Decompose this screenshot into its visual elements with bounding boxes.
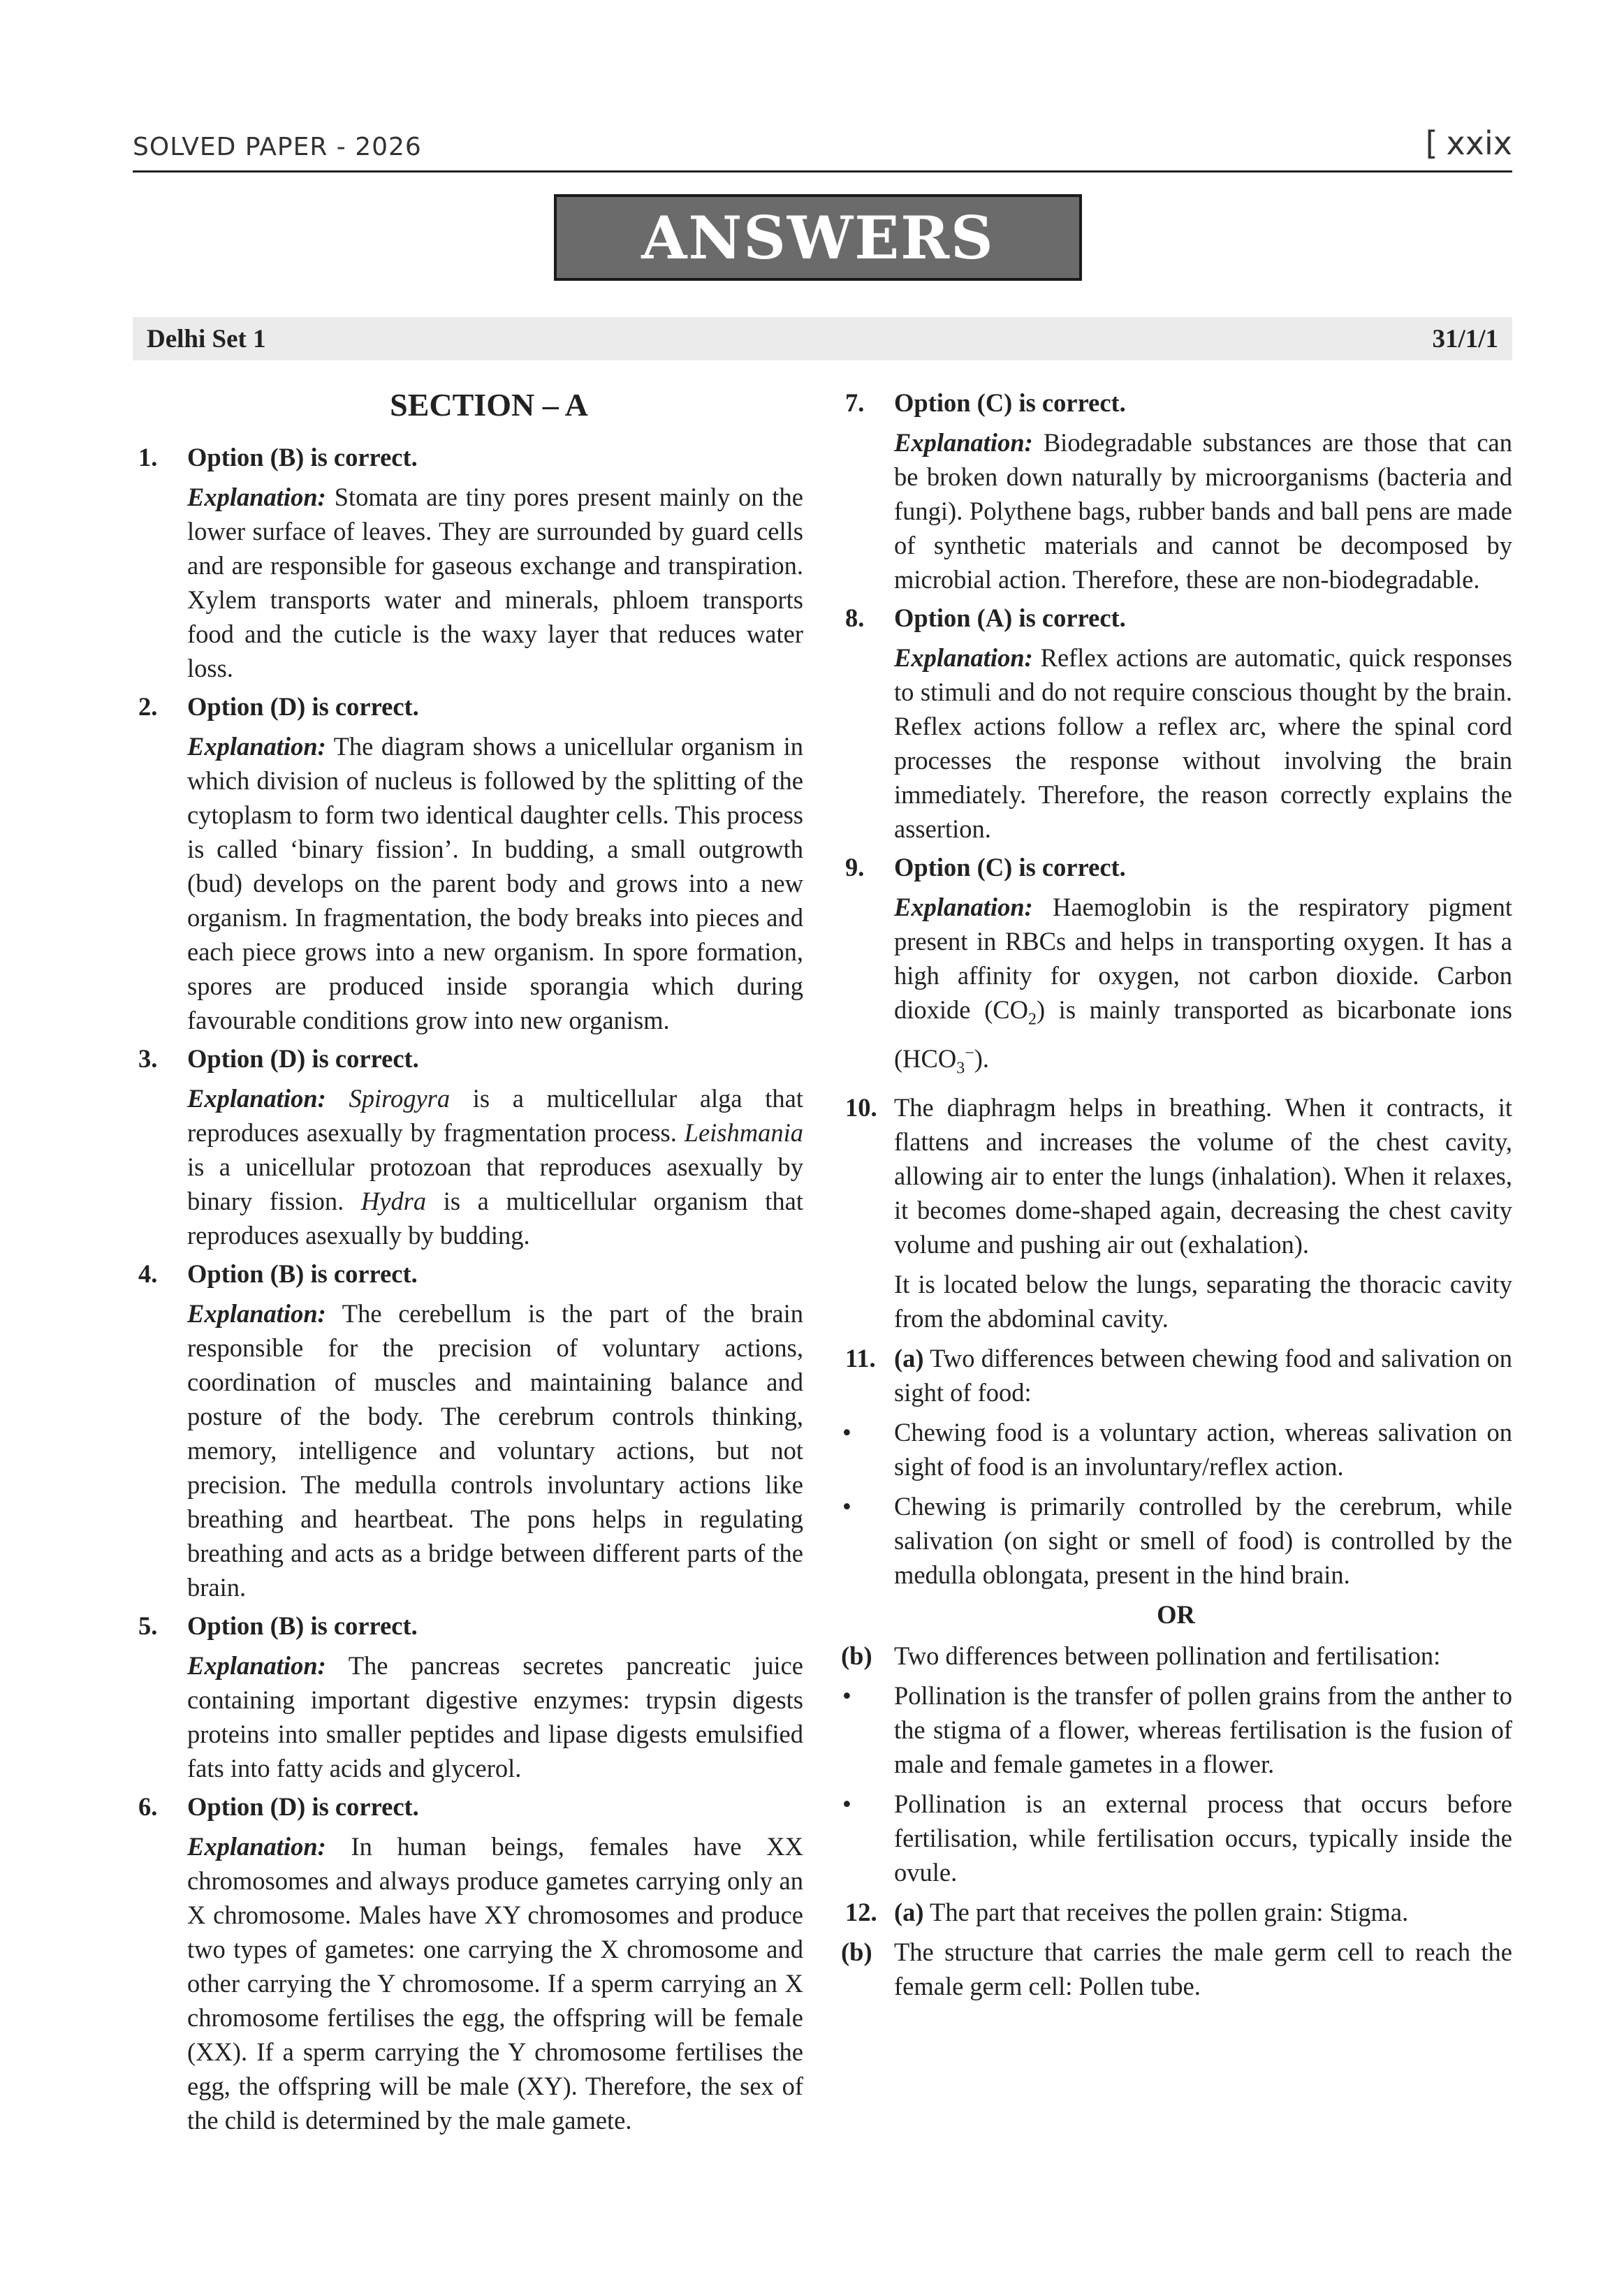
correct-option: Option (A) is correct. <box>894 603 1126 632</box>
answer-number: 5. <box>138 1611 158 1640</box>
list-item <box>840 1787 1512 1889</box>
answers-banner <box>554 194 1082 281</box>
correct-option: Option (B) is correct. <box>187 1611 418 1640</box>
answer-11 <box>840 1341 1512 1889</box>
explanation-label: Explanation: <box>894 893 1033 921</box>
organism-name: Leishmania <box>684 1118 803 1147</box>
list-item <box>840 1678 1512 1781</box>
answer-number: 11. <box>845 1343 876 1372</box>
answer-part-b <box>840 1935 1512 2003</box>
part-label: (b) <box>841 1641 872 1670</box>
answer-10 <box>840 1090 1512 1335</box>
answer-number: 12. <box>845 1897 877 1926</box>
explanation-label: Explanation: <box>187 483 326 511</box>
correct-option: Option (C) is correct. <box>894 853 1126 881</box>
answer-paragraph: The diaphragm helps in breathing. When it contracts, it flattens and increases the volume of the chest cavity, allowing air to enter the lungs (inhalation). When it relaxes, it becomes dome-shaped again, decreasing the chest cavity volume and pushing air out (exhalation). <box>894 1092 1512 1259</box>
set-code: 31/1/1 <box>1432 325 1498 353</box>
part-text: Two differences between chewing food and salivation on sight of food: <box>894 1343 1512 1407</box>
explanation-text: In human beings, females have XX chromosomes and always produce gametes carrying only an X chromosome. Males have XY chromosomes and produce two types of gametes: one carrying the X chromosome and other carrying the Y chromosome. If a sperm carrying an X chromosome fertilises the egg, the offspring will be female (XX). If a sperm carrying the Y chromosome fertilises the egg, the offspring will be male (XY). Therefore, the sex of the child is determined by the male gamete. <box>187 1832 803 2135</box>
bullet-icon: • <box>842 1789 851 1818</box>
answer-2 <box>133 689 803 1037</box>
answer-4 <box>133 1257 803 1604</box>
correct-option: Option (D) is correct. <box>187 1044 419 1073</box>
page-number <box>1426 124 1512 162</box>
bullet-text: Pollination is the transfer of pollen grains from the anther to the stigma of a flower, whereas fertilisation is the fusion of male and female gametes in a flower. <box>894 1681 1512 1778</box>
explanation-text: Haemoglobin is the respiratory pigment present in RBCs and helps in transporting oxygen. It has a high affinity for oxygen, not carbon dioxide. Carbon dioxide (CO <box>894 893 1513 1024</box>
list-item <box>840 1415 1512 1484</box>
answer-part-a <box>840 1895 1512 1929</box>
explanation-text: The cerebellum is the part of the brain responsible for the precision of voluntary actions, coordination of muscles and maintaining balance and posture of the body. The cerebrum controls thinking, memory, intelligence and voluntary actions, but not precision. The medulla controls involuntary actions like breathing and heartbeat. The pons helps in regulating breathing and acts as a bridge between different parts of the brain. <box>187 1299 803 1602</box>
explanation <box>894 890 1512 1086</box>
part-text: Two differences between pollination and fertilisation: <box>894 1641 1441 1670</box>
answer-number: 3. <box>138 1044 158 1073</box>
bullet-icon: • <box>842 1417 851 1447</box>
answer-part-b <box>840 1639 1512 1673</box>
answer-3 <box>133 1041 803 1252</box>
explanation <box>894 640 1512 846</box>
answer-number: 4. <box>138 1259 158 1288</box>
bullet-text: Chewing is primarily controlled by the cerebrum, while salivation (on sight or smell of food) is controlled by the medulla oblongata, present in the hind brain. <box>894 1491 1512 1589</box>
explanation <box>894 425 1512 596</box>
explanation <box>187 1296 803 1604</box>
page-number-text: xxix <box>1446 124 1512 162</box>
answer-6 <box>133 1789 803 2137</box>
set-bar <box>133 317 1512 360</box>
answer-5 <box>133 1609 803 1785</box>
answer-number: 10. <box>845 1092 877 1122</box>
answer-part-a <box>840 1341 1512 1410</box>
explanation <box>187 1081 803 1252</box>
correct-option: Option (B) is correct. <box>187 1259 418 1288</box>
explanation-label: Explanation: <box>894 643 1033 672</box>
section-title: SECTION – A <box>390 387 588 423</box>
explanation-label: Explanation: <box>187 1299 326 1328</box>
organism-name: Hydra <box>360 1187 427 1215</box>
set-name: Delhi Set 1 <box>147 325 266 353</box>
explanation-text: Biodegradable substances are those that can be broken down naturally by microorganisms (bacteria and fungi). Polythene bags, rubber bands and ball pens are made of synthetic materials and cannot be decomposed by microbial action. Therefore, these are non-biodegradable. <box>894 428 1512 594</box>
page-header <box>133 124 1512 173</box>
explanation-text: ) is mainly transported as bicarbonate ions (HCO <box>894 995 1513 1074</box>
explanation <box>187 729 803 1037</box>
explanation-label: Explanation: <box>187 1832 326 1861</box>
explanation-text: is a multicellular alga that reproduces asexually by fragmentation process. <box>187 1084 804 1147</box>
answer-number: 2. <box>138 692 158 721</box>
correct-option: Option (C) is correct. <box>894 388 1126 417</box>
bullet-text: Chewing food is a voluntary action, whereas salivation on sight of food is an involuntary/reflex action. <box>894 1417 1512 1481</box>
answer-12 <box>840 1895 1512 2003</box>
explanation-text: The diagram shows a unicellular organism in which division of nucleus is followed by the splitting of the cytoplasm to form two identical daughter cells. This process is called ‘binary fission’. In budding, a small outgrowth (bud) develops on the parent body and grows into a new organism. In fragmentation, the body breaks into pieces and each piece grows into a new organism. In spore formation, spores are produced inside sporangia which during favourable conditions grow into new organism. <box>187 732 804 1034</box>
right-column <box>840 386 1512 2009</box>
answer-1 <box>133 440 803 685</box>
answer-number: 9. <box>845 853 865 881</box>
bullet-text: Pollination is an external process that occurs before fertilisation, while fertilisation occurs, typically inside the ovule. <box>894 1789 1512 1887</box>
correct-option: Option (D) is correct. <box>187 1792 419 1821</box>
part-text: The part that receives the pollen grain: Stigma. <box>930 1897 1409 1926</box>
explanation <box>187 1648 803 1785</box>
explanation-text: The pancreas secretes pancreatic juice containing important digestive enzymes: trypsin digests proteins into smaller peptides and lipase digests emulsified fats into fatty acids and glycerol. <box>187 1651 803 1782</box>
explanation-label: Explanation: <box>187 1084 326 1113</box>
explanation-text: Stomata are tiny pores present mainly on the lower surface of leaves. They are surrounded by guard cells and are responsible for gaseous exchange and transpiration. Xylem transports water and minerals, phloem transports food and the cuticle is the waxy layer that reduces water loss. <box>187 483 804 682</box>
organism-name: Spirogyra <box>349 1084 451 1113</box>
part-text: The structure that carries the male germ cell to reach the female germ cell: Pollen tube. <box>894 1937 1512 2000</box>
left-column <box>133 386 803 2142</box>
answer-7 <box>840 386 1512 596</box>
subscript: 2 <box>1027 1010 1037 1029</box>
part-label: (a) <box>894 1897 924 1926</box>
explanation <box>187 1829 803 2137</box>
explanation-text: is a unicellular protozoan that reproduces asexually by binary fission. <box>187 1152 803 1215</box>
answer-number: 7. <box>845 388 865 417</box>
answer-paragraph: It is located below the lungs, separating the thoracic cavity from the abdominal cavity. <box>894 1269 1512 1333</box>
explanation-label: Explanation: <box>187 1651 326 1680</box>
answer-number: 1. <box>138 443 158 471</box>
correct-option: Option (D) is correct. <box>187 692 419 721</box>
bullet-icon: • <box>842 1681 851 1710</box>
superscript: − <box>965 1044 974 1063</box>
part-label: (a) <box>894 1343 924 1372</box>
list-item <box>840 1489 1512 1592</box>
answer-8 <box>840 601 1512 846</box>
page-bracket: [ <box>1425 124 1438 162</box>
explanation-text: Reflex actions are automatic, quick responses to stimuli and do not require conscious thought by the brain. Reflex actions follow a reflex arc, where the spinal cord processes the response without involving the brain immediately. Therefore, the reason correctly explains the assertion. <box>894 643 1512 843</box>
or-divider: OR <box>1157 1599 1195 1629</box>
explanation <box>187 480 803 685</box>
part-label: (b) <box>841 1937 872 1966</box>
answers-title: ANSWERS <box>641 203 995 272</box>
explanation-text: is a multicellular organism that reproduces asexually by budding. <box>187 1187 804 1250</box>
answer-9 <box>840 850 1512 1086</box>
paper-title: SOLVED PAPER - 2026 <box>133 133 422 161</box>
correct-option: Option (B) is correct. <box>187 443 418 471</box>
explanation-label: Explanation: <box>187 732 326 761</box>
subscript: 3 <box>956 1059 965 1078</box>
answer-number: 8. <box>845 603 865 632</box>
bullet-icon: • <box>842 1491 851 1521</box>
explanation-text: ). <box>974 1044 990 1074</box>
answer-number: 6. <box>138 1792 158 1821</box>
explanation-label: Explanation: <box>894 428 1033 457</box>
